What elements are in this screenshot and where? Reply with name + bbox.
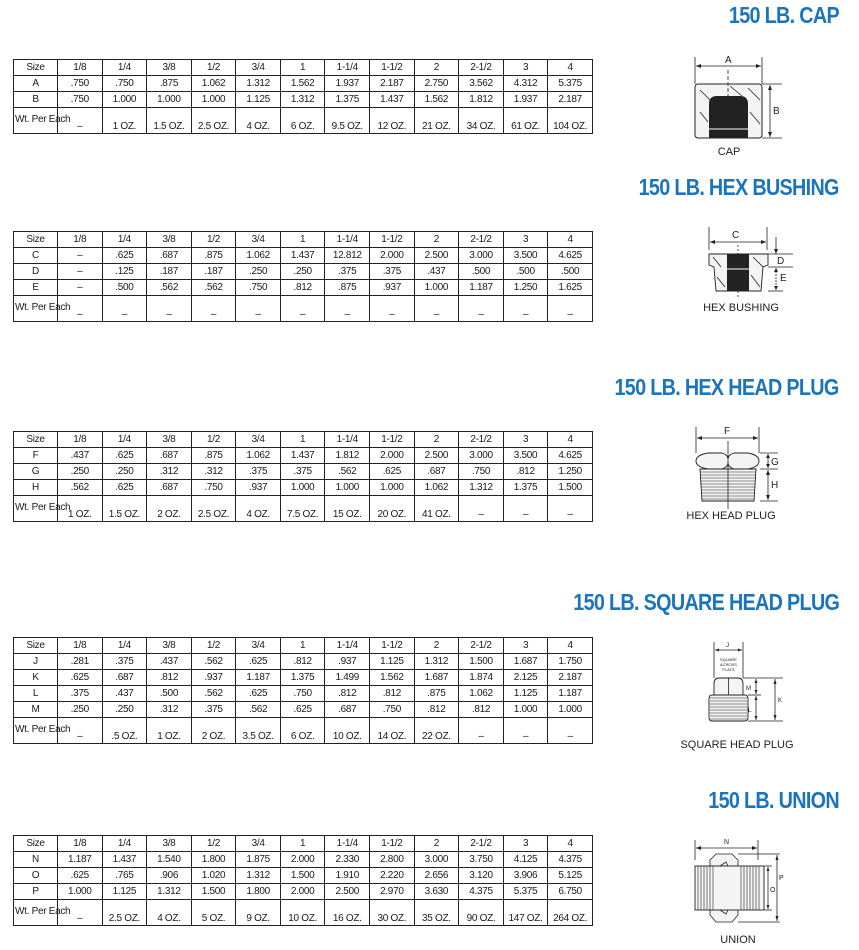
table-row: K .625 .687 .812 .937 1.187 1.375 1.499 1.562 1.687 1.874 2.125 2.187 bbox=[14, 670, 593, 686]
hex-head-plug-caption: HEX HEAD PLUG bbox=[686, 510, 776, 522]
section-title-square-head-plug: 150 LB. SQUARE HEAD PLUG bbox=[573, 589, 839, 615]
svg-text:F: F bbox=[724, 426, 731, 437]
svg-text:FLATS: FLATS bbox=[722, 667, 735, 672]
section-title-hex-bushing: 150 LB. HEX BUSHING bbox=[638, 174, 839, 200]
table-header-row: Size 1/8 1/4 3/8 1/2 3/4 1 1-1/4 1-1/2 2 2-1/2 3 4 bbox=[14, 638, 593, 654]
section-title-hex-head-plug: 150 LB. HEX HEAD PLUG bbox=[614, 374, 839, 400]
union-caption: UNION bbox=[720, 934, 756, 946]
square-head-plug-diagram bbox=[705, 642, 805, 728]
table-row-weight: Wt. Per Each – 1 OZ. 1.5 OZ. 2.5 OZ. 4 OZ. 6 OZ. 9.5 OZ. 12 OZ. 21 OZ. 34 OZ. 61 OZ. 104 OZ. bbox=[14, 108, 593, 134]
table-header-row: Size 1/8 1/4 3/8 1/2 3/4 1 1-1/4 1-1/2 2 2-1/2 3 4 bbox=[14, 432, 593, 448]
section-title-cap: 150 LB. CAP bbox=[728, 2, 839, 28]
svg-text:O: O bbox=[770, 887, 776, 894]
hex-head-plug-diagram bbox=[690, 425, 790, 510]
table-row: J .281 .375 .437 .562 .625 .812 .937 1.125 1.312 1.500 1.687 1.750 bbox=[14, 654, 593, 670]
table-row: N 1.187 1.437 1.540 1.800 1.875 2.000 2.330 2.800 3.000 3.750 4.125 4.375 bbox=[14, 852, 593, 868]
hex-bushing-spec-table bbox=[13, 231, 593, 322]
table-row: O .625 .765 .906 1.020 1.312 1.500 1.910 2.220 2.656 3.120 3.906 5.125 bbox=[14, 868, 593, 884]
svg-text:K: K bbox=[778, 698, 783, 704]
square-head-plug-drawing-icon bbox=[705, 642, 805, 728]
union-diagram bbox=[690, 838, 790, 933]
hex-bushing-drawing-icon bbox=[705, 225, 795, 300]
table-header-row: Size 1/8 1/4 3/8 1/2 3/4 1 1-1/4 1-1/2 2 2-1/2 3 4 bbox=[14, 60, 593, 76]
table-row-weight: Wt. Per Each – – – – – – – – – – – – bbox=[14, 296, 593, 322]
table-header-row: Size 1/8 1/4 3/8 1/2 3/4 1 1-1/4 1-1/2 2 2-1/2 3 4 bbox=[14, 232, 593, 248]
table-row: H .562 .625 .687 .750 .937 1.000 1.000 1.000 1.062 1.312 1.375 1.500 bbox=[14, 480, 593, 496]
svg-text:H: H bbox=[771, 480, 779, 491]
table-row: G .250 .250 .312 .312 .375 .375 .562 .625 .687 .750 .812 1.250 bbox=[14, 464, 593, 480]
union-spec-table bbox=[13, 835, 593, 926]
svg-text:P: P bbox=[779, 875, 784, 882]
table-row: E – .500 .562 .562 .750 .812 .875 .937 1.000 1.187 1.250 1.625 bbox=[14, 280, 593, 296]
table-row-weight: Wt. Per Each – .5 OZ. 1 OZ. 2 OZ. 3.5 OZ. 6 OZ. 10 OZ. 14 OZ. 22 OZ. – – – bbox=[14, 718, 593, 744]
hex-head-plug-drawing-icon bbox=[690, 425, 790, 510]
svg-text:M: M bbox=[746, 686, 751, 692]
section-title-union: 150 LB. UNION bbox=[708, 787, 839, 813]
cap-drawing-icon bbox=[690, 52, 790, 142]
svg-text:ACROSS: ACROSS bbox=[720, 662, 737, 667]
table-row: M .250 .250 .312 .375 .562 .625 .687 .750 .812 .812 1.000 1.000 bbox=[14, 702, 593, 718]
svg-text:L: L bbox=[748, 708, 752, 714]
svg-text:N: N bbox=[724, 839, 730, 846]
cap-caption: CAP bbox=[717, 146, 741, 158]
hex-head-plug-spec-table bbox=[13, 431, 593, 522]
hex-bushing-diagram bbox=[705, 225, 795, 300]
svg-text:G: G bbox=[771, 457, 779, 468]
table-row-weight: Wt. Per Each 1 OZ. 1.5 OZ. 2 OZ. 2.5 OZ. 4 OZ. 7.5 OZ. 15 OZ. 20 OZ. 41 OZ. – – – bbox=[14, 496, 593, 522]
hex-bushing-caption: HEX BUSHING bbox=[703, 302, 779, 314]
svg-text:B: B bbox=[773, 106, 780, 117]
square-head-plug-caption: SQUARE HEAD PLUG bbox=[680, 739, 794, 751]
cap-spec-table bbox=[13, 59, 593, 134]
table-row: L .375 .437 .500 .562 .625 .750 .812 .812 .875 1.062 1.125 1.187 bbox=[14, 686, 593, 702]
table-row: B .750 1.000 1.000 1.000 1.125 1.312 1.375 1.437 1.562 1.812 1.937 2.187 bbox=[14, 92, 593, 108]
svg-text:J: J bbox=[726, 643, 729, 649]
square-head-plug-spec-table bbox=[13, 637, 593, 744]
union-drawing-icon bbox=[690, 838, 790, 933]
svg-text:A: A bbox=[725, 55, 732, 66]
table-row: P 1.000 1.125 1.312 1.500 1.800 2.000 2.500 2.970 3.630 4.375 5.375 6.750 bbox=[14, 884, 593, 900]
table-row-weight: Wt. Per Each – 2.5 OZ. 4 OZ. 5 OZ. 9 OZ. 10 OZ. 16 OZ. 30 OZ. 35 OZ. 90 OZ. 147 OZ. 264 OZ. bbox=[14, 900, 593, 926]
table-header-row: Size 1/8 1/4 3/8 1/2 3/4 1 1-1/4 1-1/2 2 2-1/2 3 4 bbox=[14, 836, 593, 852]
svg-text:D: D bbox=[777, 256, 785, 267]
svg-text:E: E bbox=[780, 273, 787, 284]
table-row: C – .625 .687 .875 1.062 1.437 12.812 2.000 2.500 3.000 3.500 4.625 bbox=[14, 248, 593, 264]
table-row: A .750 .750 .875 1.062 1.312 1.562 1.937 2.187 2.750 3.562 4.312 5.375 bbox=[14, 76, 593, 92]
table-row: F .437 .625 .687 .875 1.062 1.437 1.812 2.000 2.500 3.000 3.500 4.625 bbox=[14, 448, 593, 464]
cap-diagram bbox=[690, 52, 790, 142]
svg-text:SQUARE: SQUARE bbox=[720, 657, 737, 662]
table-row: D – .125 .187 .187 .250 .250 .375 .375 .437 .500 .500 .500 bbox=[14, 264, 593, 280]
svg-text:C: C bbox=[732, 230, 740, 241]
